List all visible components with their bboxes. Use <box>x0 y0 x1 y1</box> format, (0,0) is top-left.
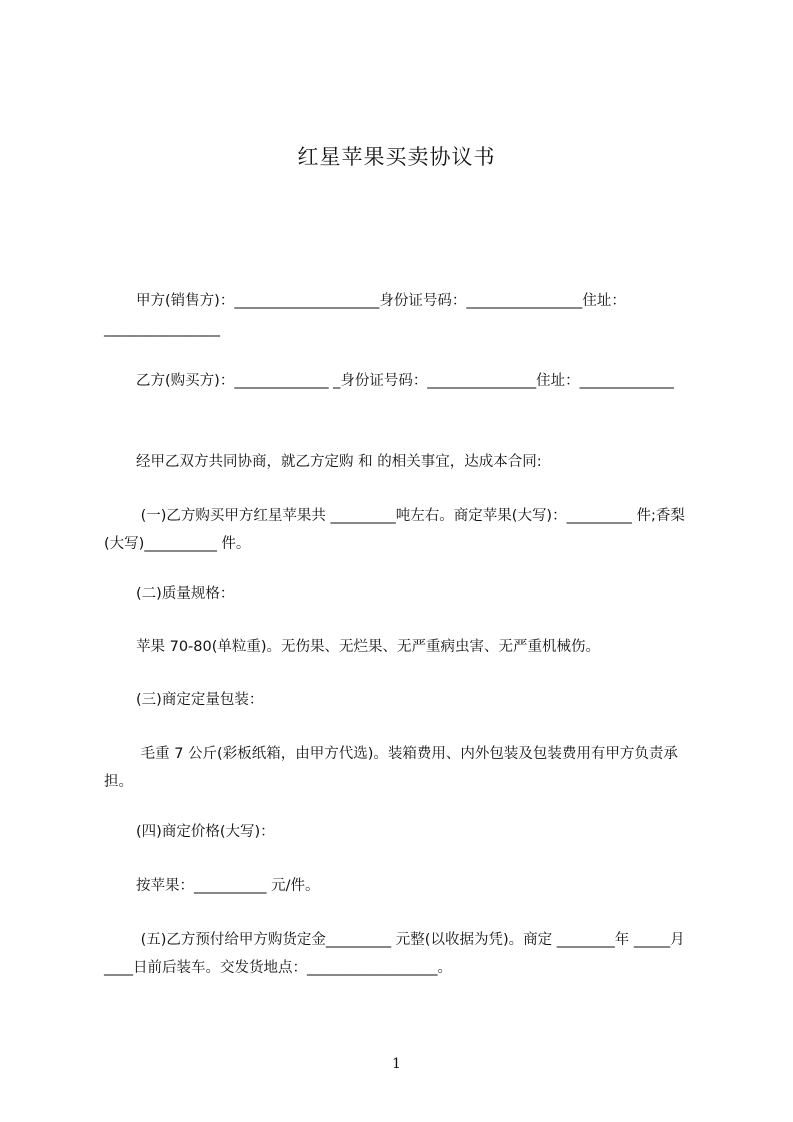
clause-3-body: 毛重 7 公斤(彩板纸箱，由甲方代选)。装箱费用、内外包装及包装费用有甲方负责承担。 <box>104 746 678 790</box>
document-title: 红星苹果买卖协议书 <box>297 145 496 169</box>
clause-2-body: 苹果 70-80(单粒重)。无伤果、无烂果、无严重病虫害、无严重机械伤。 <box>136 639 601 655</box>
clause-3-heading: (三)商定定量包装： <box>136 692 264 708</box>
party-a-paragraph: 甲方(销售方)：____________________身份证号码：________________住址：________________ <box>104 293 626 337</box>
clause-1-paragraph: (一)乙方购买甲方红星苹果共 _________吨左右。商定苹果(大写)：_________ 件;香梨(大写)__________ 件。 <box>104 508 685 552</box>
clause-5-paragraph: (五)乙方预付给甲方购货定金_________ 元整(以收据为凭)。商定 ________年 _____月 ____日前后装车。交发货地点：__________________。 <box>104 932 694 976</box>
party-b-paragraph: 乙方(购买方)：_____________ _身份证号码：_______________住址：_____________ <box>136 373 674 389</box>
clause-4-body: 按苹果：__________ 元/件。 <box>136 878 320 894</box>
clause-4-heading: (四)商定价格(大写)： <box>136 824 275 840</box>
intro-paragraph: 经甲乙双方共同协商，就乙方定购 和 的相关事宜，达成本合同: <box>136 454 542 470</box>
clause-2-heading: (二)质量规格： <box>136 586 235 602</box>
page-number: 1 <box>392 1056 401 1072</box>
